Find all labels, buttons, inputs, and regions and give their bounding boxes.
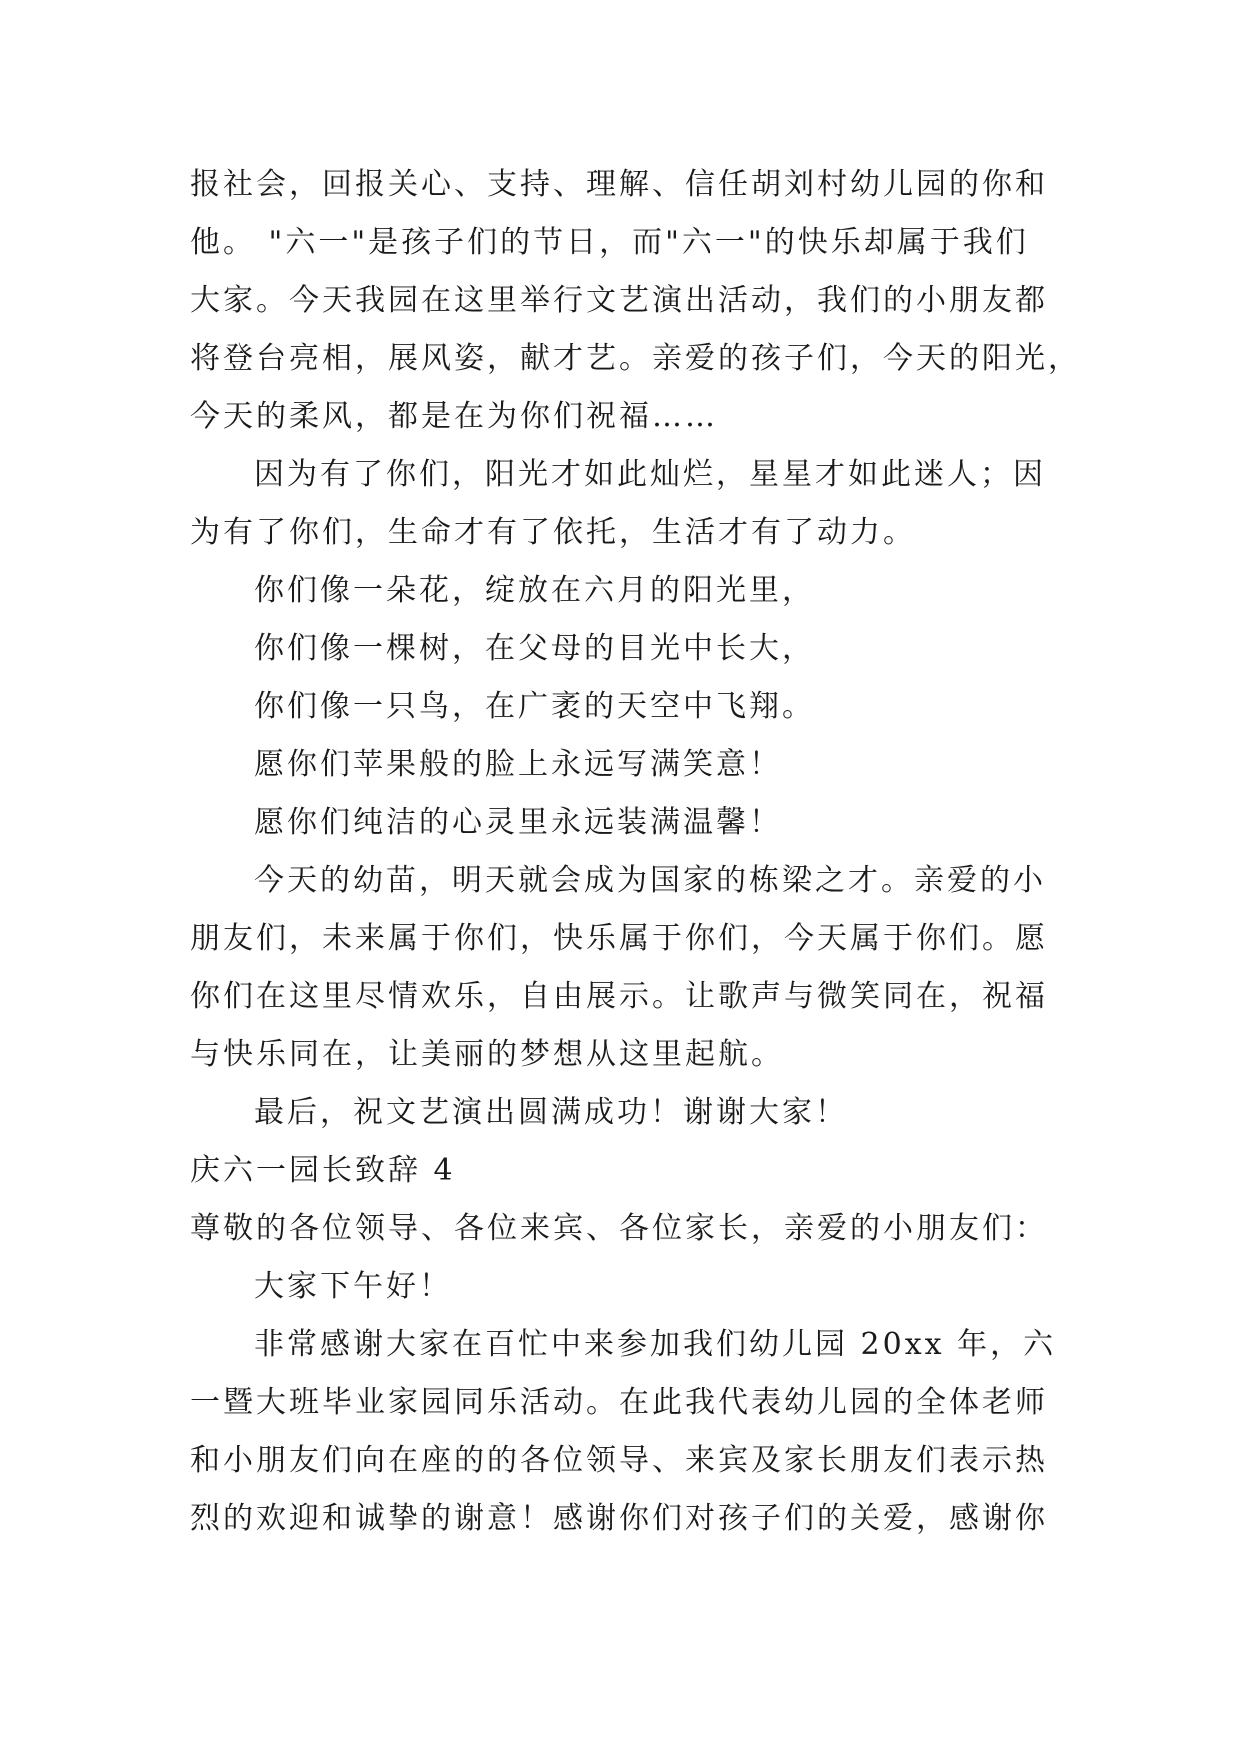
- text-line: 一暨大班毕业家园同乐活动。在此我代表幼儿园的全体老师: [190, 1385, 1048, 1420]
- text-line: 与快乐同在，让美丽的梦想从这里起航。: [190, 1037, 784, 1072]
- text-line: 非常感谢大家在百忙中来参加我们幼儿园 20xx 年，六: [254, 1327, 1057, 1362]
- text-line: 最后，祝文艺演出圆满成功！谢谢大家！: [254, 1095, 848, 1130]
- text-line: 愿你们纯洁的心灵里永远装满温馨！: [254, 805, 782, 840]
- text-line: 报社会，回报关心、支持、理解、信任胡刘村幼儿园的你和: [190, 167, 1048, 202]
- text-line: 你们像一棵树，在父母的目光中长大，: [254, 631, 815, 666]
- text-line: 庆六一园长致辞 4: [190, 1153, 456, 1188]
- text-line: 今天的幼苗，明天就会成为国家的栋梁之才。亲爱的小: [254, 863, 1046, 898]
- text-line: 你们像一朵花，绽放在六月的阳光里，: [254, 573, 815, 608]
- text-line: 和小朋友们向在座的的各位领导、来宾及家长朋友们表示热: [190, 1443, 1048, 1478]
- text-line: 大家下午好！: [254, 1269, 452, 1304]
- document-body: [190, 156, 1081, 1548]
- text-line: 尊敬的各位领导、各位来宾、各位家长，亲爱的小朋友们：: [190, 1211, 1048, 1246]
- text-line: 为有了你们，生命才有了依托，生活才有了动力。: [190, 515, 916, 550]
- text-line: 他。 "六一"是孩子们的节日，而"六一"的快乐却属于我们: [190, 225, 1029, 260]
- text-line: 今天的柔风，都是在为你们祝福……: [190, 399, 718, 434]
- text-line: 你们在这里尽情欢乐，自由展示。让歌声与微笑同在，祝福: [190, 979, 1048, 1014]
- text-line: 将登台亮相，展风姿，献才艺。亲爱的孩子们，今天的阳光，: [190, 341, 1081, 376]
- text-line: 大家。今天我园在这里举行文艺演出活动，我们的小朋友都: [190, 283, 1048, 318]
- text-line: 因为有了你们，阳光才如此灿烂，星星才如此迷人；因: [254, 457, 1046, 492]
- text-line: 愿你们苹果般的脸上永远写满笑意！: [254, 747, 782, 782]
- text-line: 你们像一只鸟，在广袤的天空中飞翔。: [254, 689, 815, 724]
- text-line: 烈的欢迎和诚挚的谢意！感谢你们对孩子们的关爱，感谢你: [190, 1501, 1048, 1536]
- text-line: 朋友们，未来属于你们，快乐属于你们，今天属于你们。愿: [190, 921, 1048, 956]
